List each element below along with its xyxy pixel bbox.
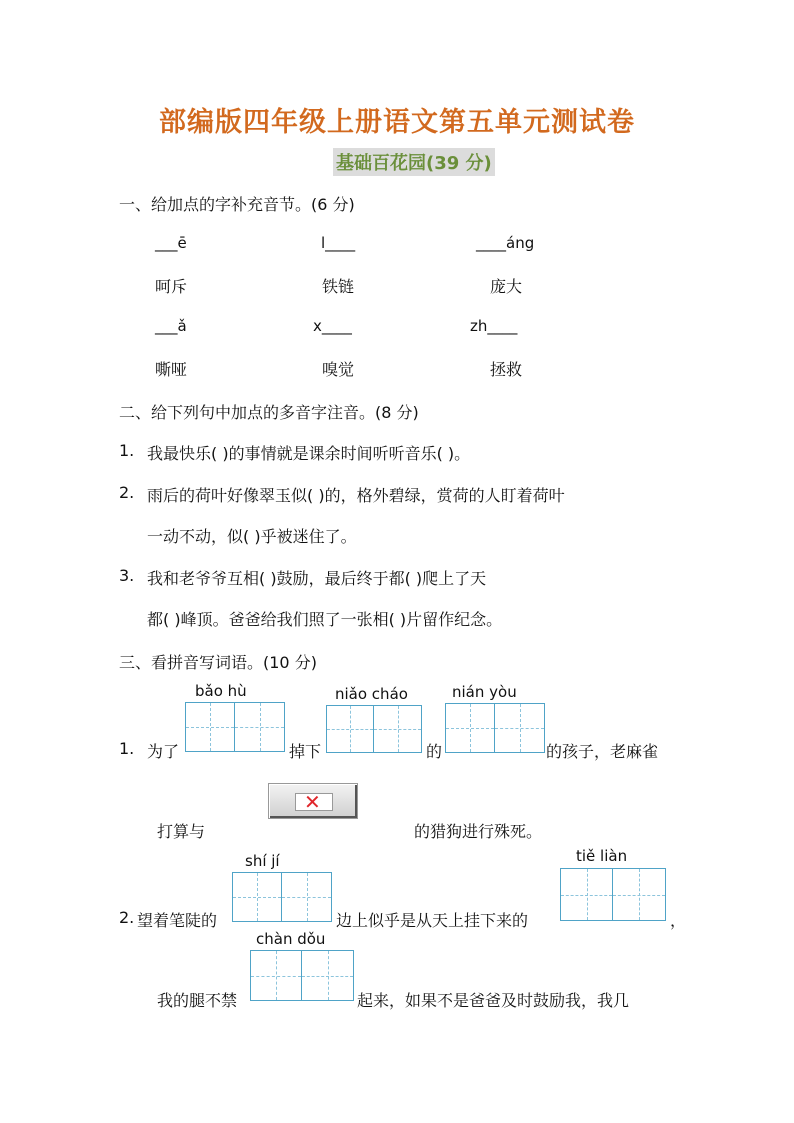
q3-2-pinyin-3: chàn dǒu: [256, 930, 326, 948]
q1-word-2: 铁链: [322, 277, 355, 296]
q3-1-writing-grid-2[interactable]: [326, 705, 422, 753]
q3-2-line2-b: 起来，如果不是爸爸及时鼓励我，我几: [357, 991, 630, 1010]
broken-image-icon: ✕: [268, 783, 358, 819]
q3-1-text-4: 的孩子，老麻雀: [546, 742, 659, 761]
q3-2-writing-grid-1[interactable]: [232, 872, 332, 922]
q1-heading: 一、给加点的字补充音节。(6 分): [119, 195, 355, 214]
section-subtitle: 基础百花园(39 分): [333, 148, 495, 176]
q3-2-pinyin-2: tiě liàn: [576, 847, 628, 865]
q1-word-6: 拯救: [490, 360, 523, 379]
q3-1-text-2: 掉下: [289, 742, 322, 761]
q3-2-text-1: 望着笔陡的: [137, 911, 218, 930]
q3-1-text-3: 的: [426, 742, 443, 761]
q3-1-writing-grid-1[interactable]: [185, 702, 285, 752]
q1-word-5: 嗅觉: [322, 360, 355, 379]
q2-item-3-line2: 都( )峰顶。爸爸给我们照了一张相( )片留作纪念。: [147, 610, 503, 629]
q2-item-3-line1: 我和老爷爷互相( )鼓励，最后终于都( )爬上了天: [147, 569, 487, 588]
q3-1-text-1: 为了: [147, 742, 180, 761]
q3-item-1-num: 1.: [119, 739, 135, 758]
q2-item-1-num: 1.: [119, 441, 135, 460]
q3-2-text-2: 边上似乎是从天上挂下来的: [336, 911, 529, 930]
q3-1-line2-a: 打算与: [157, 822, 206, 841]
q1-pinyin-4: ___ǎ: [155, 317, 187, 335]
q3-heading: 三、看拼音写词语。(10 分): [119, 653, 317, 672]
q3-2-pinyin-1: shí jí: [245, 852, 280, 870]
q1-pinyin-2: l____: [321, 234, 356, 252]
q3-1-pinyin-2: niǎo cháo: [335, 685, 408, 703]
q3-1-pinyin-3: nián yòu: [452, 683, 517, 701]
q1-word-1: 呵斥: [155, 277, 188, 296]
q3-2-line2-a: 我的腿不禁: [157, 991, 238, 1010]
page-title: 部编版四年级上册语文第五单元测试卷: [159, 107, 635, 138]
q2-item-3-num: 3.: [119, 566, 135, 585]
q3-1-writing-grid-3[interactable]: [445, 703, 545, 753]
q1-pinyin-6: zh____: [470, 317, 518, 335]
q2-item-2-line1: 雨后的荷叶好像翠玉似( )的，格外碧绿，赏荷的人盯着荷叶: [147, 486, 565, 505]
q3-1-line2-b: 的猎狗进行殊死。: [414, 822, 543, 841]
q2-item-1-line1: 我最快乐( )的事情就是课余时间听听音乐( )。: [147, 444, 471, 463]
q1-pinyin-3: ____áng: [476, 234, 535, 252]
q2-item-2-line2: 一动不动，似( )乎被迷住了。: [147, 527, 357, 546]
q1-word-3: 庞大: [490, 277, 523, 296]
q2-heading: 二、给下列句中加点的多音字注音。(8 分): [119, 403, 419, 422]
q1-word-4: 嘶哑: [155, 360, 188, 379]
q3-1-pinyin-1: bǎo hù: [195, 682, 247, 700]
q1-pinyin-5: x____: [313, 317, 352, 335]
q3-2-writing-grid-2[interactable]: [560, 868, 666, 921]
q1-pinyin-1: ___ē: [155, 234, 187, 252]
q2-item-2-num: 2.: [119, 483, 135, 502]
q3-2-text-3: ，: [670, 911, 687, 930]
q3-item-2-num: 2.: [119, 908, 135, 927]
q3-2-writing-grid-3[interactable]: [250, 950, 354, 1001]
